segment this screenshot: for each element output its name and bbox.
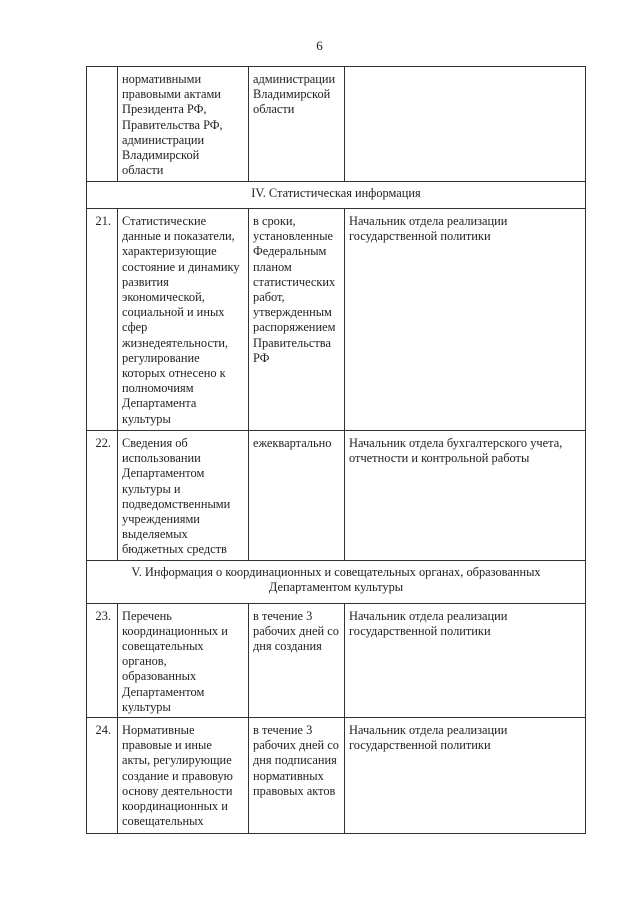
table-row <box>87 603 586 717</box>
row-name: Нормативные правовые и иные акты, регулирующие создание и правовую основу деятельности координационных и совещательных <box>118 718 249 834</box>
information-table <box>86 66 586 834</box>
row-number: 21. <box>87 209 118 431</box>
section-title: IV. Статистическая информация <box>87 182 586 209</box>
row-term: ежеквартально <box>249 431 345 561</box>
table-row <box>87 431 586 561</box>
row-responsible: Начальник отдела реализации государственной политики <box>345 718 586 834</box>
row-number: 22. <box>87 431 118 561</box>
section-header-row <box>87 182 586 209</box>
section-title: V. Информация о координационных и совещательных органах, образованных Департаментом культуры <box>87 560 586 603</box>
row-name: Перечень координационных и совещательных органов, образованных Департаментом культуры <box>118 603 249 717</box>
table-row <box>87 209 586 431</box>
row-name: Сведения об использовании Департаментом культуры и подведомственными учреждениями выделяемых бюджетных средств <box>118 431 249 561</box>
row-number <box>87 67 118 182</box>
section-header-row <box>87 560 586 603</box>
row-responsible <box>345 67 586 182</box>
page-number: 6 <box>316 38 323 53</box>
row-number: 24. <box>87 718 118 834</box>
table-row <box>87 718 586 834</box>
row-responsible: Начальник отдела бухгалтерского учета, отчетности и контрольной работы <box>345 431 586 561</box>
row-term: в течение 3 рабочих дней со дня создания <box>249 603 345 717</box>
row-number: 23. <box>87 603 118 717</box>
row-name: Статистические данные и показатели, характеризующие состояние и динамику развития экономической, социальной и иных сфер жизнедеятельности, регулирование которых отнесено к полномочиям Департамента культуры <box>118 209 249 431</box>
row-term: в течение 3 рабочих дней со дня подписания нормативных правовых актов <box>249 718 345 834</box>
row-term: в сроки, установленные Федеральным планом статистических работ, утвержденным распоряжением Правительства РФ <box>249 209 345 431</box>
row-name: нормативными правовыми актами Президента РФ, Правительства РФ, администрации Владимирской области <box>118 67 249 182</box>
row-term: администрации Владимирской области <box>249 67 345 182</box>
row-responsible: Начальник отдела реализации государственной политики <box>345 209 586 431</box>
table-row-continuation <box>87 67 586 182</box>
row-responsible: Начальник отдела реализации государственной политики <box>345 603 586 717</box>
